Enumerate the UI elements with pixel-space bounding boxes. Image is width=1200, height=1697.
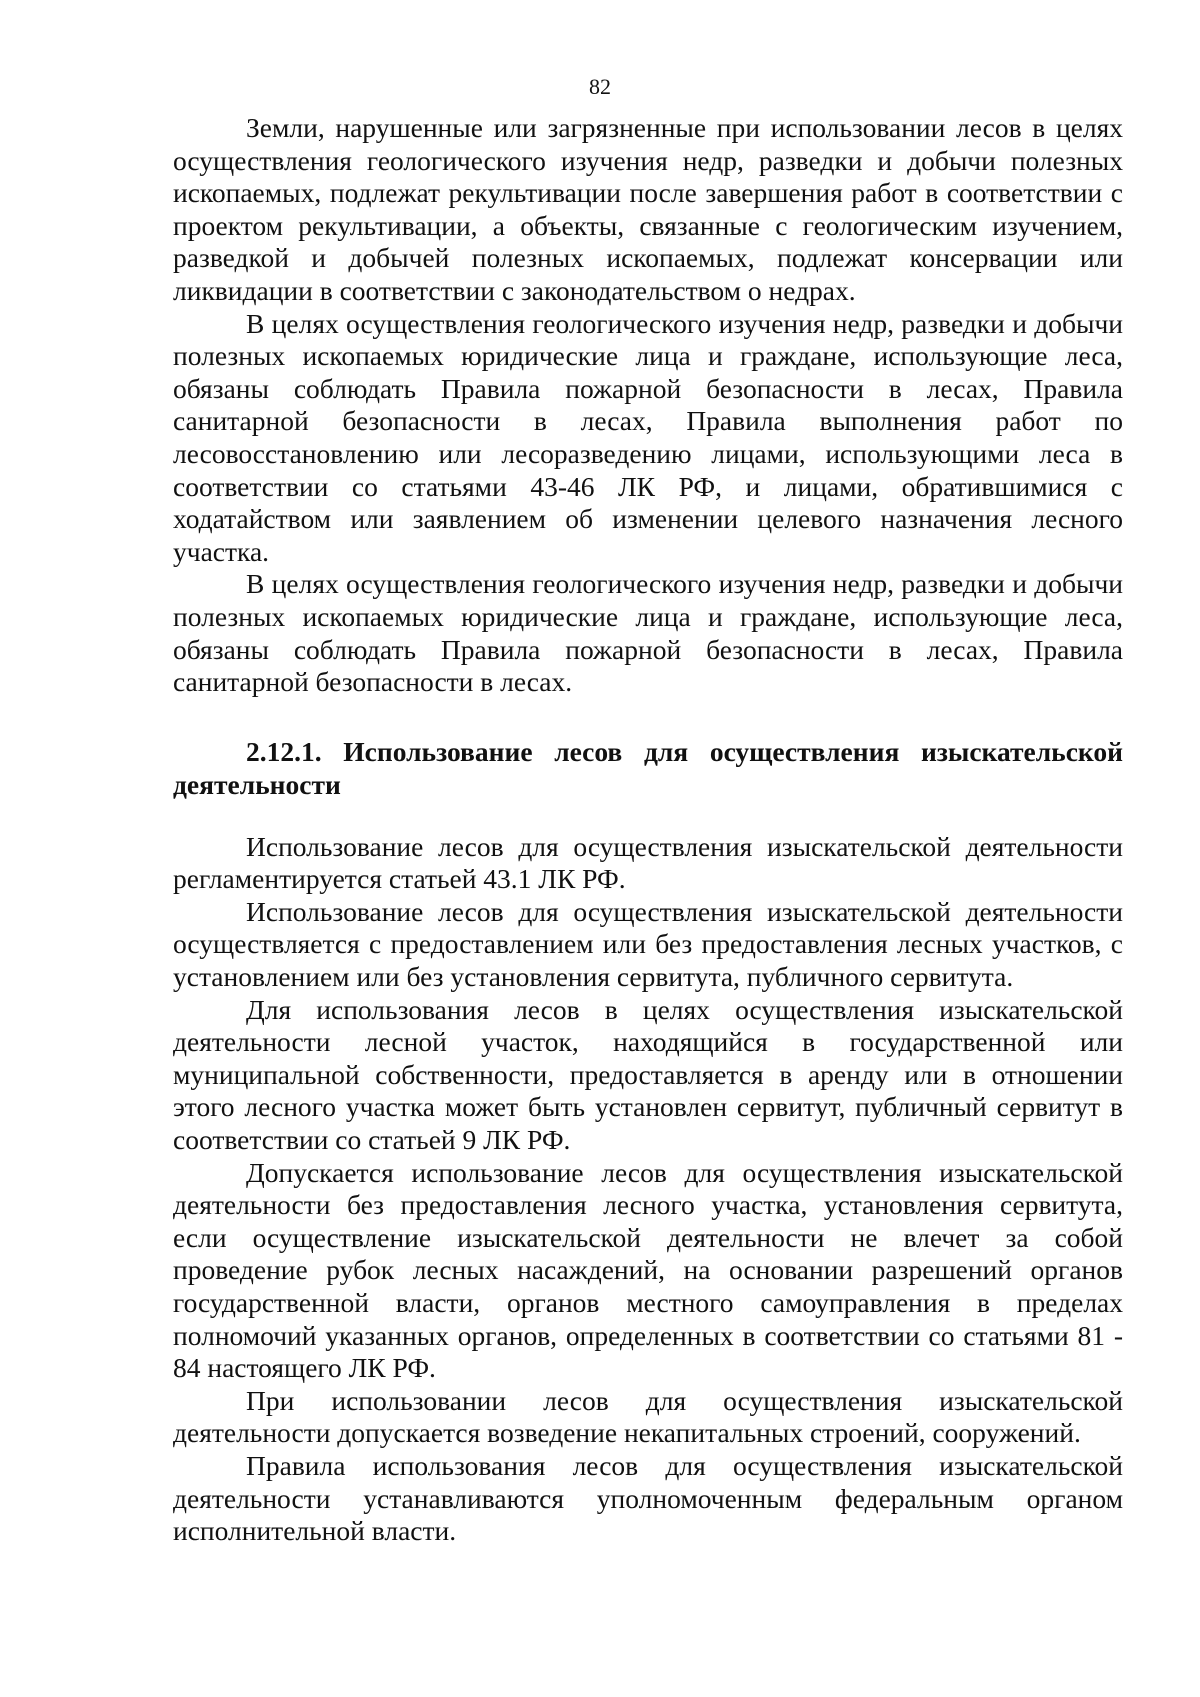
paragraph-geology-rules-full: В целях осуществления геологического изучения недр, разведки и добычи полезных ископаемых юридические лица и граждане, использующие леса, обязаны соблюдать Правила пожарной безопасности в лесах, Правила санитарной безопасности в лесах, Правила выполнения работ по лесовосстановлению или лесоразведению лицами, использующими леса в соответствии со статьями 43-46 ЛК РФ, и лицами, обратившимися с ходатайством или заявлением об изменении целевого назначения лесного участка. [173, 307, 1123, 567]
page-number: 82 [589, 74, 611, 99]
section-heading: 2.12.1. Использование лесов для осуществления изыскательской деятельности [173, 735, 1123, 800]
paragraph-geology-rules-short: В целях осуществления геологического изучения недр, разведки и добычи полезных ископаемых юридические лица и граждане, использующие леса, обязаны соблюдать Правила пожарной безопасности в лесах, Правила санитарной безопасности в лесах. [173, 568, 1123, 698]
paragraph-regulation: Использование лесов для осуществления изыскательской деятельности регламентируется статьей 43.1 ЛК РФ. [173, 830, 1123, 895]
paragraph-reclamation: Земли, нарушенные или загрязненные при использовании лесов в целях осуществления геологического изучения недр, разведки и добычи полезных ископаемых, подлежат рекультивации после завершения работ в соответствии с проектом рекультивации, а объекты, связанные с геологическим изучением, разведкой и добычей полезных ископаемых, подлежат консервации или ликвидации в соответствии с законодательством о недрах. [173, 112, 1123, 306]
page-content [173, 112, 1123, 1548]
paragraph-rules-authority: Правила использования лесов для осуществления изыскательской деятельности устанавливаются уполномоченным федеральным органом исполнительной власти. [173, 1449, 1123, 1547]
paragraph-lease: Для использования лесов в целях осуществления изыскательской деятельности лесной участок, находящийся в государственной или муниципальной собственности, предоставляется в аренду или в отношении этого лесного участка может быть установлен сервитут, публичный сервитут в соответствии со статьей 9 ЛК РФ. [173, 993, 1123, 1156]
paragraph-provision: Использование лесов для осуществления изыскательской деятельности осуществляется с предоставлением или без предоставления лесных участков, с установлением или без установления сервитута, публичного сервитута. [173, 895, 1123, 993]
paragraph-permits: Допускается использование лесов для осуществления изыскательской деятельности без предоставления лесного участка, установления сервитута, если осуществление изыскательской деятельности не влечет за собой проведение рубок лесных насаждений, на основании разрешений органов государственной власти, органов местного самоуправления в пределах полномочий указанных органов, определенных в соответствии со статьями 81 - 84 настоящего ЛК РФ. [173, 1156, 1123, 1384]
paragraph-structures: При использовании лесов для осуществления изыскательской деятельности допускается возведение некапитальных строений, сооружений. [173, 1384, 1123, 1449]
